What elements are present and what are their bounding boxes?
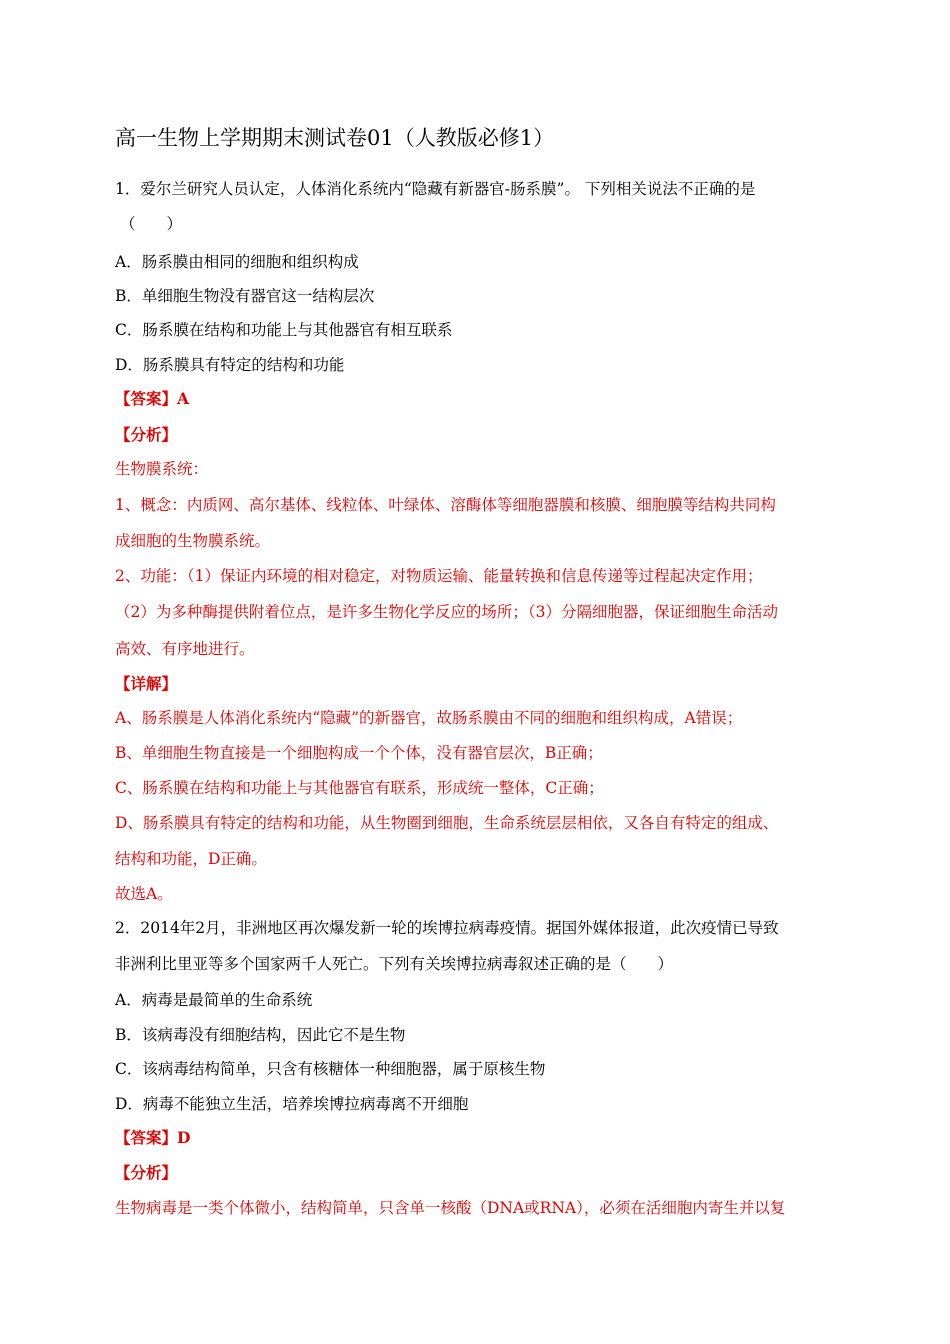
q1-analysis-line-3: 成细胞的生物膜系统。 xyxy=(115,532,271,550)
q2-stem-line-1: 2．2014年2月，非洲地区再次爆发新一轮的埃博拉病毒疫情。据国外媒体报道，此次疫情已导致 xyxy=(115,919,779,937)
q1-detail-line-3: C、肠系膜在结构和功能上与其他器官有联系，形成统一整体，C正确； xyxy=(115,779,604,797)
q2-option-d: D．病毒不能独立生活，培养埃博拉病毒离不开细胞 xyxy=(115,1095,469,1113)
q1-option-a: A．肠系膜由相同的细胞和组织构成 xyxy=(115,253,359,271)
q1-stem-line-2: （ ） xyxy=(120,215,183,233)
q1-analysis-line-1: 生物膜系统： xyxy=(115,460,209,478)
q2-answer: 【答案】D xyxy=(115,1128,191,1147)
page-title: 高一生物上学期期末测试卷01（人教版必修1） xyxy=(115,126,555,150)
q1-detail-line-2: B、单细胞生物直接是一个细胞构成一个个体，没有器官层次，B正确； xyxy=(115,744,603,762)
q2-analysis-line-1: 生物病毒是一类个体微小，结构简单，只含单一核酸（DNA或RNA），必须在活细胞内寄生并以复 xyxy=(115,1199,786,1217)
q1-analysis-line-2: 1、概念：内质网、高尔基体、线粒体、叶绿体、溶酶体等细胞器膜和核膜、细胞膜等结构共同构 xyxy=(115,496,776,514)
q1-detail-line-4: D、肠系膜具有特定的结构和功能，从生物圈到细胞，生命系统层层相依，又各自有特定的组成、 xyxy=(115,814,779,832)
q1-analysis-line-4: 2、功能：（1）保证内环境的相对稳定，对物质运输、能量转换和信息传递等过程起决定作用； xyxy=(115,567,763,585)
q1-option-c: C．肠系膜在结构和功能上与其他器官有相互联系 xyxy=(115,321,453,339)
q1-analysis-line-5: （2）为多种酶提供附着位点，是许多生物化学反应的场所；（3）分隔细胞器，保证细胞生命活动 xyxy=(115,603,778,621)
q1-detail-line-1: A、肠系膜是人体消化系统内“隐藏”的新器官，故肠系膜由不同的细胞和组织构成，A错误； xyxy=(115,709,743,727)
q2-option-c: C．该病毒结构简单，只含有核糖体一种细胞器，属于原核生物 xyxy=(115,1060,546,1078)
q1-analysis-label: 【分析】 xyxy=(115,425,178,444)
q2-stem-line-2: 非洲利比里亚等多个国家两千人死亡。下列有关埃博拉病毒叙述正确的是（ ） xyxy=(115,955,674,973)
q1-answer: 【答案】A xyxy=(115,389,190,408)
q1-option-b: B．单细胞生物没有器官这一结构层次 xyxy=(115,287,375,305)
q2-analysis-label: 【分析】 xyxy=(115,1163,178,1182)
q1-conclusion: 故选A。 xyxy=(115,885,173,903)
q1-detail-line-5: 结构和功能，D正确。 xyxy=(115,850,267,868)
q1-stem-line-1: 1．爱尔兰研究人员认定，人体消化系统内“隐藏有新器官-肠系膜”。 下列相关说法不正确的是 xyxy=(115,180,756,198)
q2-option-b: B．该病毒没有细胞结构，因此它不是生物 xyxy=(115,1026,406,1044)
q1-option-d: D．肠系膜具有特定的结构和功能 xyxy=(115,356,345,374)
q1-analysis-line-6: 高效、有序地进行。 xyxy=(115,640,255,658)
q1-detail-label: 【详解】 xyxy=(115,674,178,693)
q2-option-a: A．病毒是最简单的生命系统 xyxy=(115,991,313,1009)
